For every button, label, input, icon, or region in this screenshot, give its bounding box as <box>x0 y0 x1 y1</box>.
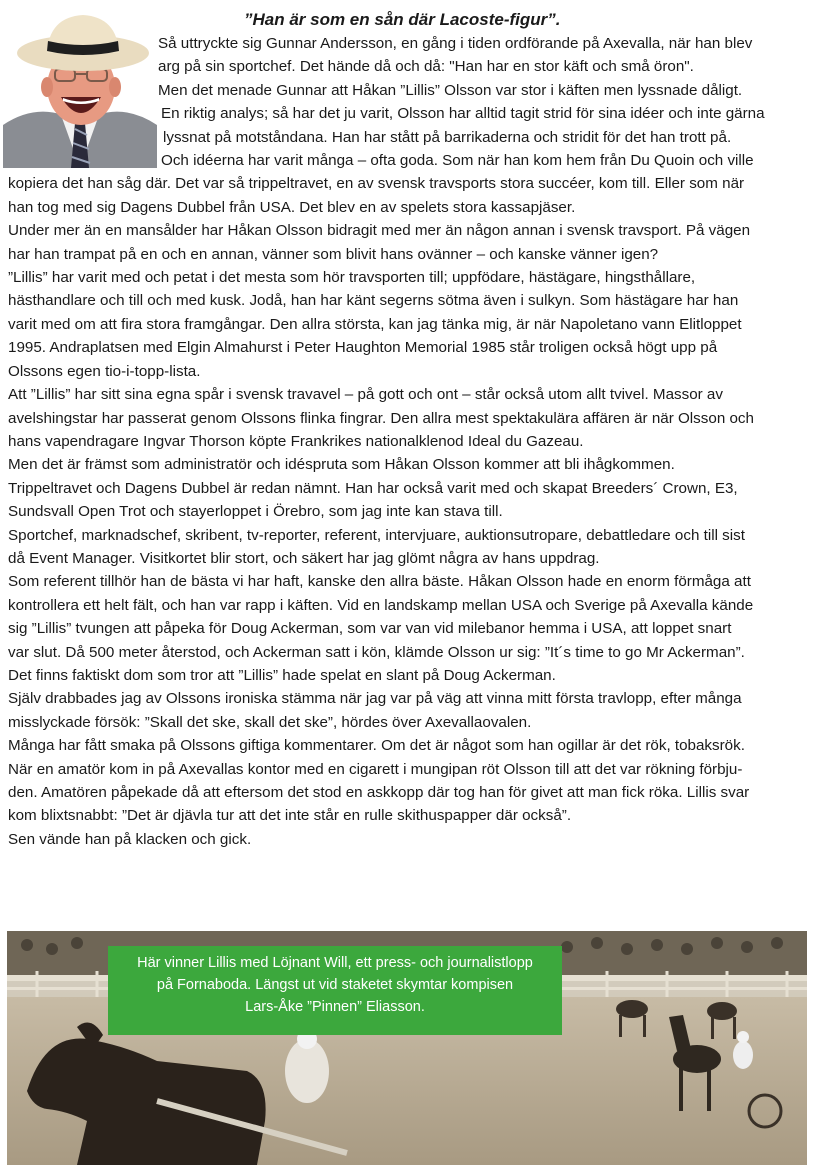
article-line: ”Lillis” har varit med och petat i det mesta som hör travsporten till; uppfödare, hästägare, hingsthållare, <box>8 269 696 287</box>
article-line: Själv drabbades jag av Olssons ironiska stämma när jag var på väg att vinna mitt första travlopp, efter många <box>8 690 742 708</box>
article-line: Under mer än en mansålder har Håkan Olsson bidragit med mer än någon annan i svensk travsport. På vägen <box>8 222 751 240</box>
article-line: sig ”Lillis” tvungen att påpeka för Doug Ackerman, som var van vid milebanor hemma i USA, att loppet snart <box>8 620 732 638</box>
article-line: var slut. Då 500 meter återstod, och Ackerman satt i kön, klämde Olsson ur sig: ”It´s time to go Mr Ackerman”. <box>8 643 745 661</box>
article-line: varit med om att fira stora framgångar. Den allra största, kan jag tänka mig, är när Napoletano vann Elitloppet <box>8 315 742 333</box>
article-line: Att ”Lillis” har sitt sina egna spår i svensk travavel – på gott och ont – står också utom allt tvivel. Massor av <box>8 386 723 404</box>
article-line: Så uttryckte sig Gunnar Andersson, en gång i tiden ordförande på Axevalla, när han blev <box>158 35 753 52</box>
article-line: Det finns faktiskt dom som tror att ”Lillis” hade spelat en slant på Doug Ackerman. <box>8 666 556 684</box>
article-line: då Event Manager. Visitkortet blir stort, och säkert har jag glömt några av hans uppdrag. <box>8 549 600 567</box>
caption-line: Lars-Åke ”Pinnen” Eliasson. <box>245 999 425 1015</box>
article-line: den. Amatören påpekade då att eftersom det stod en askkopp där tog han för givet att man fick röka. Lillis svar <box>8 784 750 801</box>
article-line: hästhandlare och till och med kusk. Jodå, han har känt segerns sötma även i sulkyn. Som hästägare har han <box>8 292 739 310</box>
article-body <box>8 32 811 851</box>
article-line: En riktig analys; så har det ju varit, Olsson har alltid tagit strid för sina idéer och inte gärna <box>161 105 765 123</box>
article-line: När en amatör kom in på Axevallas kontor med en cigarett i mungipan röt Olsson till att det var rökning förbju- <box>8 760 743 778</box>
article-line: Många har fått smaka på Olssons giftiga kommentarer. Om det är något som han ogillar är det rök, tobaksrök. <box>8 737 745 755</box>
article-line: han tog med sig Dagens Dubbel från USA. Det blev en av spelets stora kassapjäser. <box>8 198 576 216</box>
caption-line: på Fornaboda. Längst ut vid staketet skymtar kompisen <box>156 977 514 993</box>
article-line: avelshingstar har passerat genom Olssons flinka fingrar. Den allra mest spektakulära affären är när Olsson och <box>8 409 754 427</box>
caption-line: Här vinner Lillis med Löjnant Will, ett press- och journalistlopp <box>137 955 533 971</box>
article-line: misslyckade försök: ”Skall det ske, skall det ske”, hördes över Axevallaovalen. <box>8 713 532 731</box>
article-line: Som referent tillhör han de bästa vi har haft, kanske den allra bäste. Håkan Olsson hade en enorm förmåga att <box>8 573 751 591</box>
article-line: 1995. Andraplatsen med Elgin Almahurst i Peter Haughton Memorial 1985 står troligen också högt upp på <box>8 339 718 357</box>
article-line: kom blixtsnabbt: ”Det är djävla tur att det inte står en rulle skithuspapper där också”. <box>8 807 572 825</box>
article-line: Sundsvall Open Trot och stayerloppet i Örebro, som jag inte kan stava till. <box>8 503 503 521</box>
article-line: arg på sin sportchef. Det hände då och då: "Han har en stor käft och små öron". <box>158 58 694 76</box>
article-line: Olssons egen tio-i-topp-lista. <box>8 362 201 380</box>
article-line: lyssnat på motståndana. Han har stått på barrikaderna och stridit för det han trott på. <box>163 128 732 146</box>
article-line: Sen vände han på klacken och gick. <box>8 830 252 848</box>
article-headline: ”Han är som en sån där Lacoste-figur”. <box>244 10 561 29</box>
article-line: Sportchef, marknadschef, skribent, tv-reporter, referent, intervjuare, auktionsutropare, debattledare och till sist <box>8 526 745 544</box>
article-line: kopiera det han såg där. Det var så trippeltravet, en av svensk travsports stora succéer, kom till. Eller som när <box>8 175 745 193</box>
article-line: Men det menade Gunnar att Håkan ”Lillis” Olsson var stor i käften men lyssnade dåligt. <box>158 81 743 99</box>
article-line: kontrollera ett helt fält, och han var rapp i käften. Vid en landskamp mellan USA och Sverige på Axevalla kände <box>8 596 754 614</box>
article-line: har han trampat på en och en annan, vänner som blivit hans ovänner – och kanske vänner igen? <box>8 245 659 263</box>
article-line: Och idéerna har varit många – ofta goda. Som när han kom hem från Du Quoin och ville <box>161 152 754 170</box>
article-line: hans vapendragare Ingvar Thorson köpte Frankrikes nationalklenod Ideal du Gazeau. <box>8 432 584 450</box>
photo-caption <box>108 946 562 1035</box>
article-line: Men det är främst som administratör och idéspruta som Håkan Olsson kommer att bli ihågkommen. <box>8 456 675 474</box>
article-line: Trippeltravet och Dagens Dubbel är redan nämnt. Han har också varit med och skapat Breeders´ Crown, E3, <box>8 479 738 497</box>
